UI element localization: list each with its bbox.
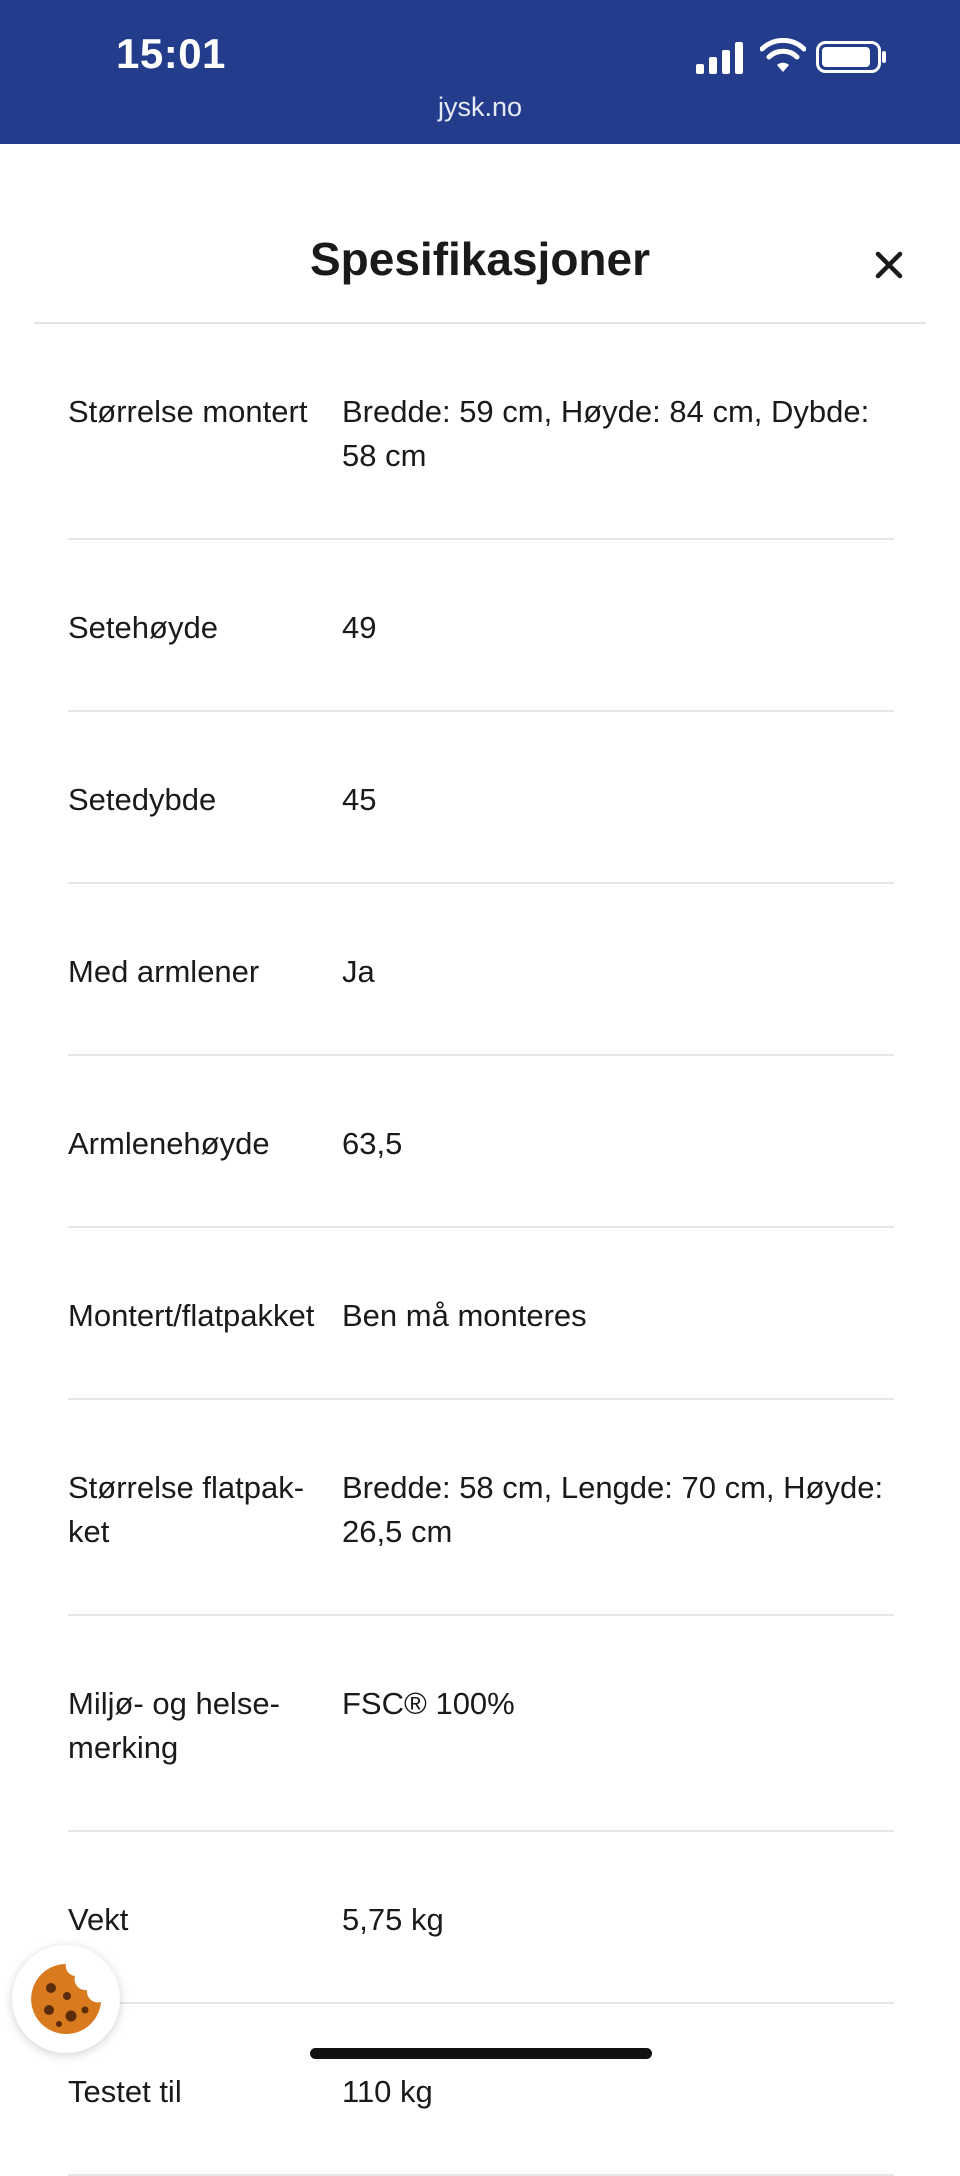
- status-bar: [0, 0, 960, 144]
- spec-label: Størrelse flatpakket: [68, 1470, 305, 1549]
- spec-value: Ja: [342, 954, 375, 989]
- spec-label: Montert/flatpakket: [68, 1298, 315, 1333]
- spec-value: 5,75 kg: [342, 1902, 444, 1937]
- spec-value: 49: [342, 610, 377, 645]
- spec-row: [68, 712, 894, 884]
- signal-icon: [696, 42, 746, 74]
- spec-value: 45: [342, 782, 377, 817]
- close-icon: [875, 251, 903, 279]
- spec-label: Miljø- og helsemerking: [68, 1686, 280, 1765]
- status-time: 15:01: [116, 30, 226, 77]
- spec-label: Vekt: [68, 1902, 129, 1937]
- spec-label: Setedybde: [68, 782, 217, 817]
- spec-row: [68, 1616, 894, 1832]
- spec-label: Armlenehøyde: [68, 1126, 270, 1161]
- spec-row: [68, 1400, 894, 1616]
- spec-row: [68, 884, 894, 1056]
- home-indicator: [310, 2048, 652, 2059]
- spec-label: Setehøyde: [68, 610, 218, 645]
- spec-label: Testet til: [68, 2074, 182, 2109]
- cookie-settings-button[interactable]: [12, 1945, 120, 2053]
- spec-row: [68, 2004, 894, 2176]
- cookie-icon: [27, 1960, 105, 2038]
- sheet-title: Spesifikasjoner: [309, 233, 651, 285]
- spec-row: [68, 1832, 894, 2004]
- spec-value: Ben må monteres: [342, 1298, 587, 1333]
- spec-value: FSC® 100%: [342, 1686, 515, 1721]
- close-button[interactable]: [866, 242, 912, 288]
- spec-row: [68, 1056, 894, 1228]
- spec-value: 63,5: [342, 1126, 403, 1161]
- address-bar-url[interactable]: jysk.no: [437, 92, 523, 122]
- spec-label: Størrelse montert: [68, 394, 308, 429]
- spec-value: Bredde: 58 cm, Lengde: 70 cm, Høyde: 26,5 cm: [342, 1470, 884, 1549]
- spec-label: Med armlener: [68, 954, 260, 989]
- spec-value: 110 kg: [342, 2074, 433, 2109]
- spec-table: [68, 324, 894, 2176]
- spec-value: Bredde: 59 cm, Høyde: 84 cm, Dybde: 58 cm: [342, 394, 870, 473]
- spec-row: [68, 1228, 894, 1400]
- battery-icon: [816, 41, 888, 73]
- spec-row: [68, 540, 894, 712]
- wifi-icon: [760, 38, 806, 74]
- spec-row: [68, 324, 894, 540]
